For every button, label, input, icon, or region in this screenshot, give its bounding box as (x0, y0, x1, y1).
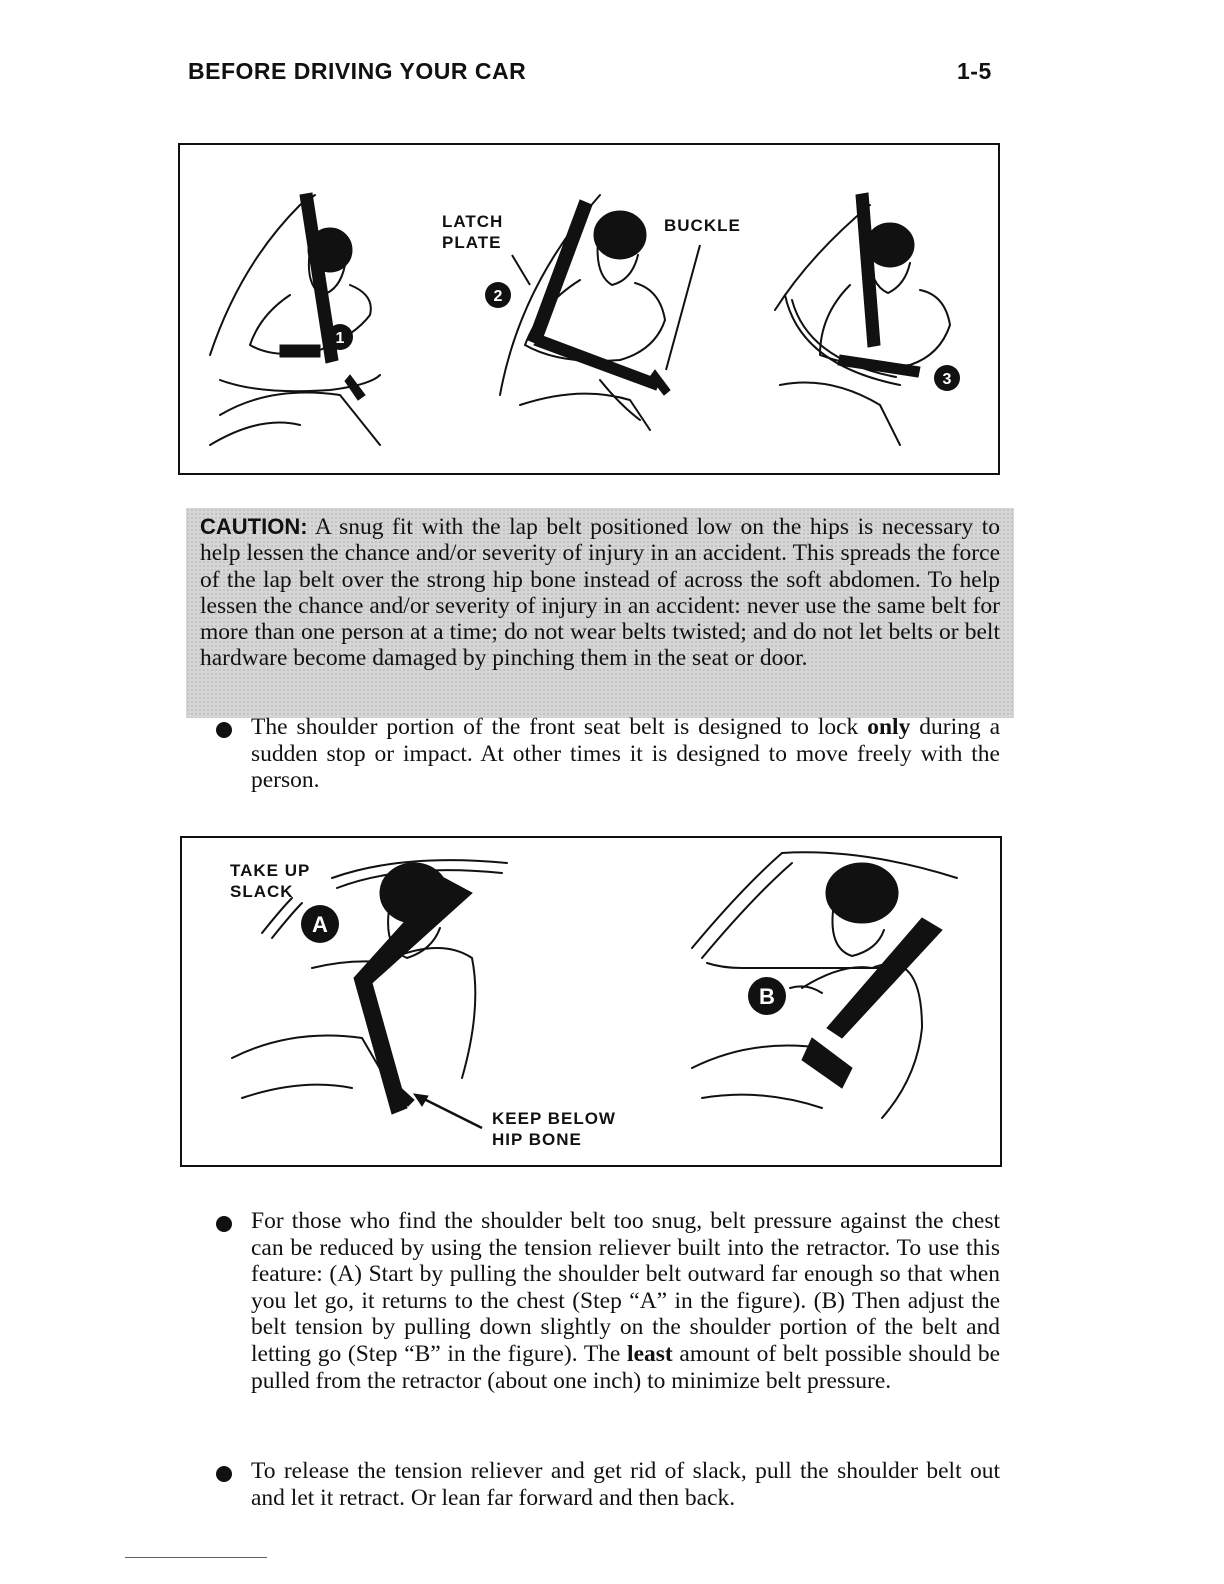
caution-text (200, 514, 1000, 672)
bullet-2-text: For those who find the shoulder belt too snug, belt pressure against the chest can be reduced by using the tension reliever built into the retractor. To use this feature: (A) Start by pulling the shoulder belt outward far enough so that when you let go, it returns to the chest (Step “A” in the figure). (B) Then adjust the belt tension by pulling down slightly on the shoulder portion of the belt and letting go (Step “B” in the figure). The least amount of belt possible should be pulled from the retractor (about one inch) to minimize belt pressure. (251, 1208, 1001, 1394)
step-b-label: B (759, 984, 775, 1009)
latch-plate-label: LATCH PLATE (442, 212, 504, 252)
step-b-marker (748, 977, 786, 1015)
step-a-marker (301, 905, 339, 943)
right-person-illustration (692, 852, 957, 1118)
step-a-label: A (312, 912, 328, 937)
step-3-label: 3 (942, 371, 952, 388)
step-1-marker (327, 324, 353, 350)
take-up-slack-label: TAKE UP SLACK (230, 861, 311, 901)
step-3-marker (934, 365, 960, 391)
person-2-illustration (500, 195, 670, 430)
caution-body: A snug fit with the lap belt positioned low on the hips is necessary to help lessen the chance and/or severity of injury in an accident. This spreads the force of the lap belt over the strong hip bone instead of across the soft abdomen. To help lessen the chance and/or severity of injury in an accident: never use the same belt for more than one person at a time; do not wear belts twisted; and do not let belts or belt hardware become damaged by pinching them in the seat or door. (200, 514, 1000, 672)
step-1-label: 1 (335, 330, 345, 347)
bullet-1-emphasis: only (867, 714, 911, 740)
bullet-2-icon (216, 1216, 232, 1232)
figure-tension-reliever (180, 836, 1002, 1167)
page-number: 1-5 (957, 58, 992, 84)
step-2-label: 2 (493, 288, 503, 305)
fastening-illustration (180, 145, 998, 473)
bullet-1-text: The shoulder portion of the front seat belt is designed to lock only during a sudden stop or impact. At other times it is designed to move freely with the person. (251, 714, 1000, 794)
bullet-3-icon (216, 1466, 232, 1482)
step-2-marker (485, 282, 511, 308)
bullet-1-icon (216, 722, 232, 738)
caution-label: CAUTION: (200, 514, 308, 539)
person-3-illustration (775, 193, 950, 445)
figure-fastening-belt (178, 143, 1000, 475)
person-1-illustration (210, 193, 380, 445)
caution-box (186, 508, 1014, 718)
bullet-3-text: To release the tension reliever and get rid of slack, pull the shoulder belt out and let it retract. Or lean far forward and then back. (251, 1458, 1000, 1511)
section-title: BEFORE DRIVING YOUR CAR (188, 58, 527, 84)
footer-rule (125, 1557, 267, 1558)
keep-below-hip-bone-label: KEEP BELOW HIP BONE (492, 1109, 616, 1149)
buckle-label: BUCKLE (664, 216, 741, 235)
bullet-2-emphasis: least (627, 1340, 673, 1367)
